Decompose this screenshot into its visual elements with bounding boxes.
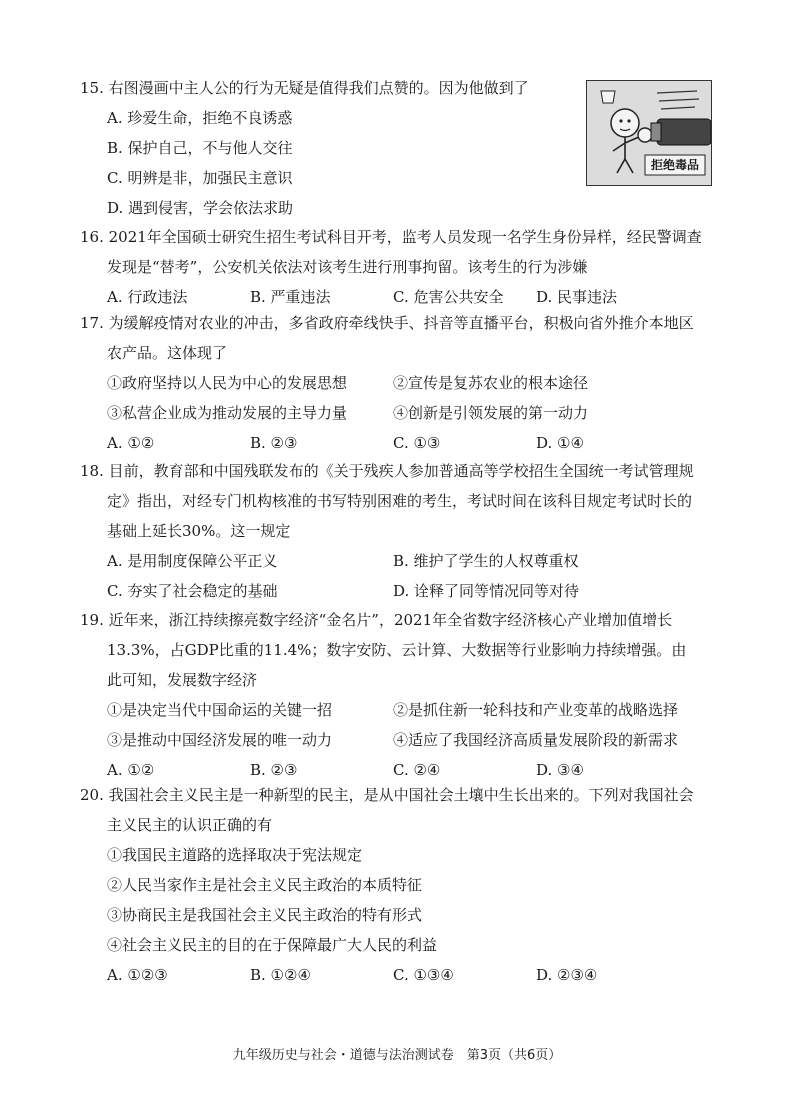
option-c: C. ②④ bbox=[393, 761, 441, 779]
question-17-stem-line-2: 农产品。这体现了 bbox=[107, 344, 228, 362]
option-a: A. 珍爱生命，拒绝不良诱惑 bbox=[107, 109, 293, 127]
option-a: A. ①② bbox=[107, 434, 155, 452]
option-c: C. 夯实了社会稳定的基础 bbox=[107, 582, 278, 600]
item-4: ④社会主义民主的目的在于保障最广大人民的利益 bbox=[107, 936, 438, 954]
item-1: ①我国民主道路的选择取决于宪法规定 bbox=[107, 846, 363, 864]
question-19-stem-line-1: 19. 近年来，浙江持续擦亮数字经济“金名片”，2021年全省数字经济核心产业增加值增长 bbox=[80, 611, 673, 629]
question-18-stem-line-1: 18. 目前，教育部和中国残联发布的《关于残疾人参加普通高等学校招生全国统一考试管理规 bbox=[80, 462, 694, 480]
item-2: ②人民当家作主是社会主义民主政治的本质特征 bbox=[107, 876, 423, 894]
question-16-stem-line-2: 发现是“替考”，公安机关依法对该考生进行刑事拘留。该考生的行为涉嫌 bbox=[107, 258, 588, 276]
option-a: A. 是用制度保障公平正义 bbox=[107, 552, 278, 570]
question-18 bbox=[80, 456, 720, 606]
option-b: B. 保护自己，不与他人交往 bbox=[107, 139, 293, 157]
cartoon-image bbox=[586, 80, 712, 186]
question-19-items-row-1 bbox=[80, 695, 720, 725]
page-footer: 九年级历史与社会・道德与法治测试卷 第3页（共6页） bbox=[232, 1048, 562, 1063]
question-16-stem-line-1: 16. 2021年全国硕士研究生招生考试科目开考，监考人员发现一名学生身份异样，经民警调查 bbox=[80, 228, 702, 246]
option-b: B. 维护了学生的人权尊重权 bbox=[393, 552, 579, 570]
question-18-options-row-2 bbox=[80, 576, 720, 606]
option-d: D. 诠释了同等情况同等对待 bbox=[393, 582, 580, 600]
item-2: ②是抓住新一轮科技和产业变革的战略选择 bbox=[393, 701, 679, 719]
item-1: ①政府坚持以人民为中心的发展思想 bbox=[107, 374, 348, 392]
item-1: ①是决定当代中国命运的关键一招 bbox=[107, 701, 333, 719]
option-d: D. ③④ bbox=[536, 761, 584, 779]
item-3: ③协商民主是我国社会主义民主政治的特有形式 bbox=[107, 906, 423, 924]
question-18-stem-line-2: 定》指出，对经专门机构核准的书写特别困难的考生，考试时间在该科目规定考试时长的 bbox=[107, 492, 693, 510]
option-b: B. ①②④ bbox=[250, 966, 311, 984]
item-3: ③是推动中国经济发展的唯一动力 bbox=[107, 731, 333, 749]
item-3: ③私营企业成为推动发展的主导力量 bbox=[107, 404, 348, 422]
option-a: A. 行政违法 bbox=[107, 288, 188, 306]
item-4: ④适应了我国经济高质量发展阶段的新需求 bbox=[393, 731, 679, 749]
option-b: B. ②③ bbox=[250, 761, 298, 779]
option-c: C. 危害公共安全 bbox=[393, 288, 504, 306]
option-b: B. ②③ bbox=[250, 434, 298, 452]
cartoon-caption: 拒绝毒品 bbox=[650, 158, 699, 172]
question-17-stem-line-1: 17. 为缓解疫情对农业的冲击，多省政府牵线快手、抖音等直播平台，积极向省外推介本地区 bbox=[80, 314, 694, 332]
question-17-items-row-2 bbox=[80, 398, 720, 428]
option-c: C. ①③④ bbox=[393, 966, 454, 984]
option-a: A. ①②③ bbox=[107, 966, 168, 984]
option-b: B. 严重违法 bbox=[250, 288, 331, 306]
question-18-options-row-1 bbox=[80, 546, 720, 576]
option-d: D. 民事违法 bbox=[536, 288, 618, 306]
question-20-stem-line-2: 主义民主的认识正确的有 bbox=[107, 816, 273, 834]
question-20-options bbox=[80, 960, 720, 990]
question-17 bbox=[80, 308, 720, 458]
item-2: ②宣传是复苏农业的根本途径 bbox=[393, 374, 589, 392]
option-d: D. ①④ bbox=[536, 434, 584, 452]
question-17-options bbox=[80, 428, 720, 458]
question-19-items-row-2 bbox=[80, 725, 720, 755]
question-17-items-row-1 bbox=[80, 368, 720, 398]
question-16 bbox=[80, 222, 720, 312]
option-d: D. 遇到侵害，学会依法求助 bbox=[107, 199, 294, 217]
item-4: ④创新是引领发展的第一动力 bbox=[393, 404, 589, 422]
question-15 bbox=[80, 73, 580, 223]
question-18-stem-line-3: 基础上延长30%。这一规定 bbox=[107, 522, 291, 540]
question-19 bbox=[80, 605, 720, 785]
question-19-stem-line-2: 13.3%，占GDP比重的11.4%；数字安防、云计算、大数据等行业影响力持续增强。由 bbox=[107, 641, 687, 659]
option-c: C. ①③ bbox=[393, 434, 441, 452]
option-a: A. ①② bbox=[107, 761, 155, 779]
option-d: D. ②③④ bbox=[536, 966, 598, 984]
option-c: C. 明辨是非，加强民主意识 bbox=[107, 169, 293, 187]
question-15-stem: 15. 右图漫画中主人公的行为无疑是值得我们点赞的。因为他做到了 bbox=[80, 79, 529, 97]
question-20-stem-line-1: 20. 我国社会主义民主是一种新型的民主，是从中国社会土壤中生长出来的。下列对我国社会 bbox=[80, 786, 694, 804]
question-19-stem-line-3: 此可知，发展数字经济 bbox=[107, 671, 258, 689]
question-20 bbox=[80, 780, 720, 990]
